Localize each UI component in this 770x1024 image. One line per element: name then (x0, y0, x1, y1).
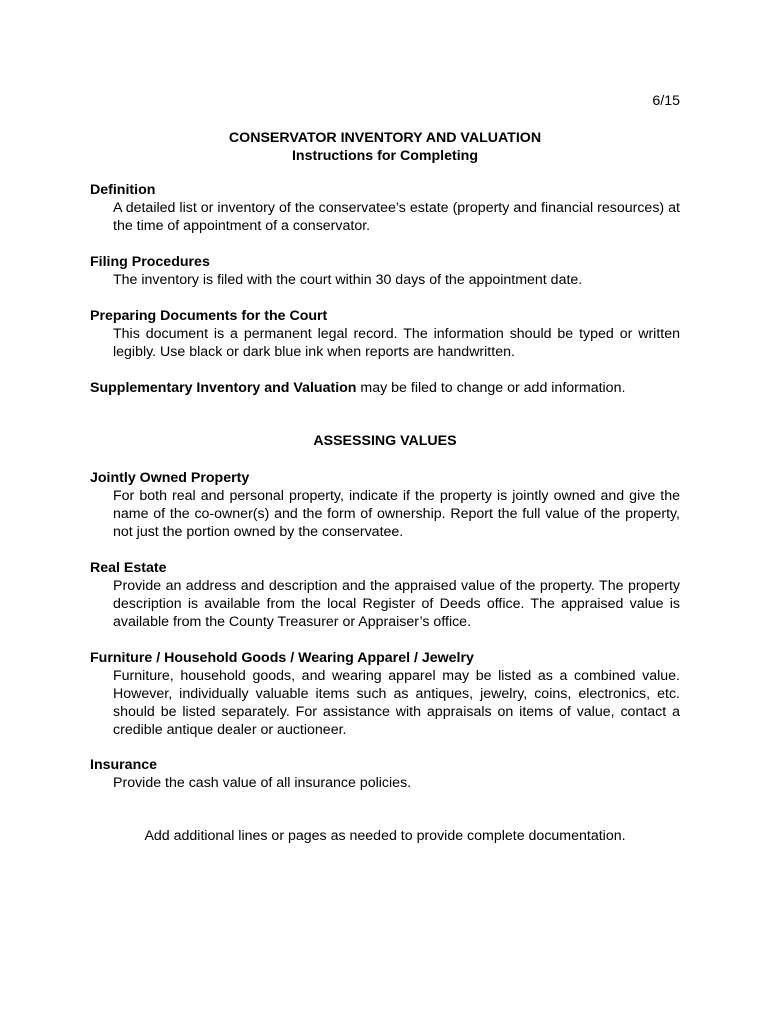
section-body: For both real and personal property, indicate if the property is jointly owned and give the name of the co-owner(s) and the form of ownership. Report the full value of the property, not just the portion owned by the conservatee. (113, 488, 680, 540)
section-body: The inventory is filed with the court within 30 days of the appointment date. (113, 272, 583, 288)
section-heading: Furniture / Household Goods / Wearing Apparel / Jewelry (90, 650, 474, 666)
section-heading: Definition (90, 182, 156, 198)
section-real-estate (90, 559, 680, 631)
form-revision-date: 6/15 (652, 93, 680, 109)
section-body: Furniture, household goods, and wearing apparel may be listed as a combined value. However, individually valuable items such as antiques, jewelry, coins, electronics, etc. should be listed separately. For assistance with appraisals on items of value, contact a credible antique dealer or auctioneer. (113, 668, 680, 738)
section-heading: Real Estate (90, 560, 167, 576)
assessing-values-heading: ASSESSING VALUES (313, 433, 457, 449)
section-body: Provide the cash value of all insurance policies. (113, 775, 412, 791)
section-heading: Insurance (90, 757, 158, 773)
supplementary-note (90, 379, 680, 397)
section-body: A detailed list or inventory of the conservatee’s estate (property and financial resources) at the time of appointment of a conservator. (113, 200, 680, 234)
section-insurance (90, 756, 680, 792)
section-filing-procedures (90, 253, 680, 289)
section-heading: Filing Procedures (90, 254, 210, 270)
closing-note: Add additional lines or pages as needed to provide complete documentation. (144, 828, 626, 844)
document-title: CONSERVATOR INVENTORY AND VALUATION (228, 130, 542, 146)
supplementary-text: may be filed to change or add information. (356, 380, 626, 396)
section-heading: Preparing Documents for the Court (90, 308, 328, 324)
section-body: Provide an address and description and the appraised value of the property. The property description is available from the local Register of Deeds office. The appraised value is available from the County Treasurer or Appraiser’s office. (113, 578, 680, 630)
section-definition (90, 181, 680, 235)
section-body: This document is a permanent legal record. The information should be typed or written legibly. Use black or dark blue ink when reports are handwritten. (113, 326, 680, 360)
document-subtitle: Instructions for Completing (291, 148, 478, 164)
title-block (90, 129, 680, 165)
section-jointly-owned-property (90, 469, 680, 541)
supplementary-lead: Supplementary Inventory and Valuation (90, 380, 357, 396)
section-heading: Jointly Owned Property (90, 470, 250, 486)
section-furniture-household-goods (90, 649, 680, 739)
section-preparing-documents (90, 307, 680, 361)
